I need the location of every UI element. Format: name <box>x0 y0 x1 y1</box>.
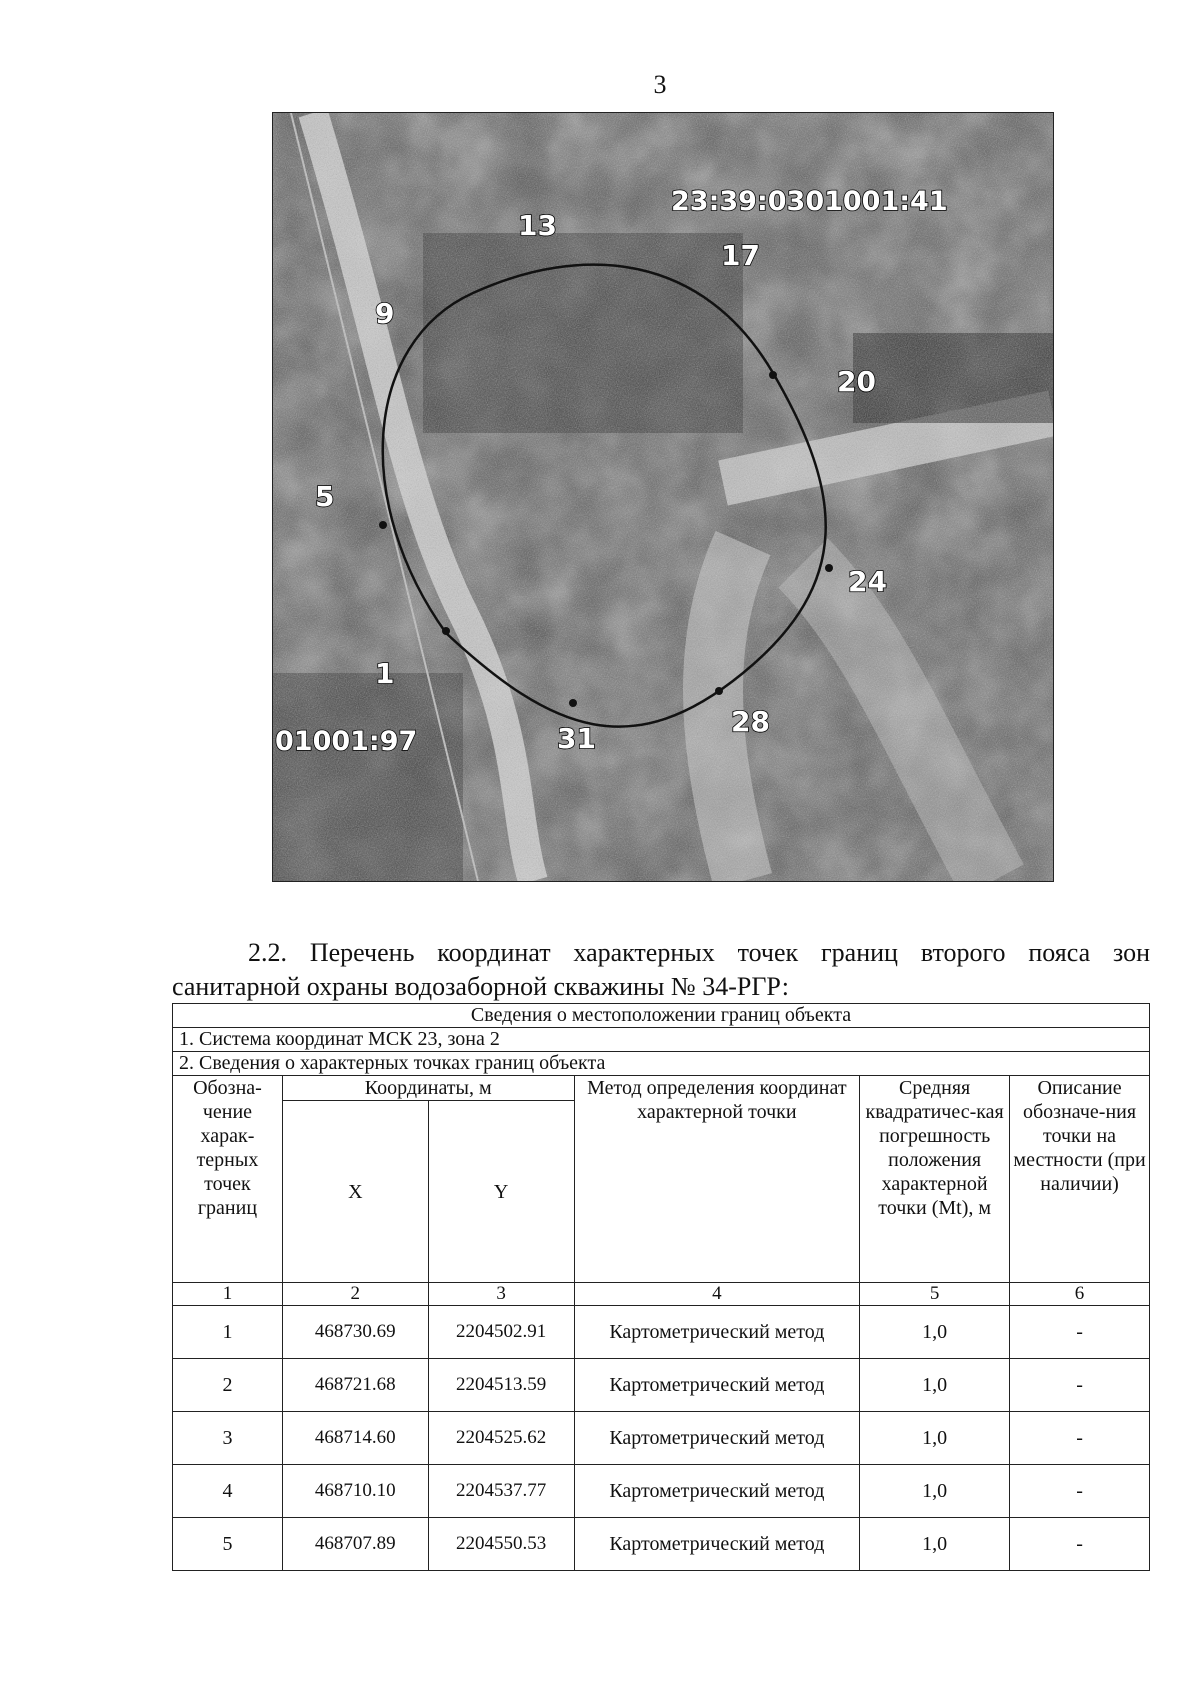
map-label: 01001:97 <box>275 726 418 757</box>
header-description: Описание обозначе-ния точки на местности (при наличии) <box>1010 1076 1150 1283</box>
map-label: 23:39:0301001:41 <box>671 186 948 217</box>
coord-y: 2204513.59 <box>428 1359 574 1412</box>
description-value: - <box>1010 1359 1150 1412</box>
map-label: 31 <box>557 722 596 755</box>
point-number: 4 <box>173 1465 283 1518</box>
description-value: - <box>1010 1518 1150 1571</box>
method: Картометрический метод <box>574 1359 860 1412</box>
table-row <box>173 1306 1150 1359</box>
column-number: 6 <box>1010 1283 1150 1306</box>
map-label: 17 <box>721 239 760 272</box>
method: Картометрический метод <box>574 1518 860 1571</box>
page-number: 3 <box>653 70 667 99</box>
header-x: X <box>282 1101 428 1283</box>
table-row <box>173 1359 1150 1412</box>
header-error: Средняя квадратичес-кая погрешность положения характерной точки (Mt), м <box>860 1076 1010 1283</box>
coord-x: 468714.60 <box>282 1412 428 1465</box>
map-label: 1 <box>375 657 395 690</box>
table-section-title: 2. Сведения о характерных точках границ объекта <box>173 1052 1150 1076</box>
header-coordinates: Координаты, м <box>282 1076 574 1101</box>
map-label: 5 <box>315 480 335 513</box>
error-value: 1,0 <box>860 1359 1010 1412</box>
error-value: 1,0 <box>860 1465 1010 1518</box>
table-row <box>173 1412 1150 1465</box>
header-method: Метод определения координат характерной точки <box>574 1076 860 1283</box>
coord-y: 2204550.53 <box>428 1518 574 1571</box>
description-value: - <box>1010 1412 1150 1465</box>
column-number: 2 <box>282 1283 428 1306</box>
coordinates-table <box>172 1003 1150 1571</box>
coord-x: 468721.68 <box>282 1359 428 1412</box>
coord-y: 2204525.62 <box>428 1412 574 1465</box>
table-row <box>173 1518 1150 1571</box>
coord-y: 2204537.77 <box>428 1465 574 1518</box>
column-number: 5 <box>860 1283 1010 1306</box>
map-label: 9 <box>375 297 395 330</box>
point-number: 5 <box>173 1518 283 1571</box>
table-row <box>173 1465 1150 1518</box>
column-number: 4 <box>574 1283 860 1306</box>
description-value: - <box>1010 1306 1150 1359</box>
error-value: 1,0 <box>860 1518 1010 1571</box>
map-svg <box>273 113 1053 881</box>
column-number: 1 <box>173 1283 283 1306</box>
map-label: 20 <box>837 365 876 398</box>
point-number: 2 <box>173 1359 283 1412</box>
header-designation: Обозна-чение харак-терных точек границ <box>173 1076 283 1283</box>
coord-y: 2204502.91 <box>428 1306 574 1359</box>
error-value: 1,0 <box>860 1306 1010 1359</box>
method: Картометрический метод <box>574 1306 860 1359</box>
error-value: 1,0 <box>860 1412 1010 1465</box>
point-number: 1 <box>173 1306 283 1359</box>
method: Картометрический метод <box>574 1465 860 1518</box>
table-title: Сведения о местоположении границ объекта <box>173 1004 1150 1028</box>
map-label: 28 <box>731 705 770 738</box>
coord-x: 468710.10 <box>282 1465 428 1518</box>
section-paragraph: 2.2. Перечень координат характерных точек границ второго пояса зон санитарной охраны водозаборной скважины № 34-РГР: <box>172 938 1150 1001</box>
coordinate-system: 1. Система координат МСК 23, зона 2 <box>173 1028 1150 1052</box>
coord-x: 468707.89 <box>282 1518 428 1571</box>
aerial-map-image <box>272 112 1054 882</box>
point-number: 3 <box>173 1412 283 1465</box>
column-number: 3 <box>428 1283 574 1306</box>
description-value: - <box>1010 1465 1150 1518</box>
map-label: 13 <box>518 209 557 242</box>
coord-x: 468730.69 <box>282 1306 428 1359</box>
map-label: 24 <box>848 565 887 598</box>
header-y: Y <box>428 1101 574 1283</box>
method: Картометрический метод <box>574 1412 860 1465</box>
